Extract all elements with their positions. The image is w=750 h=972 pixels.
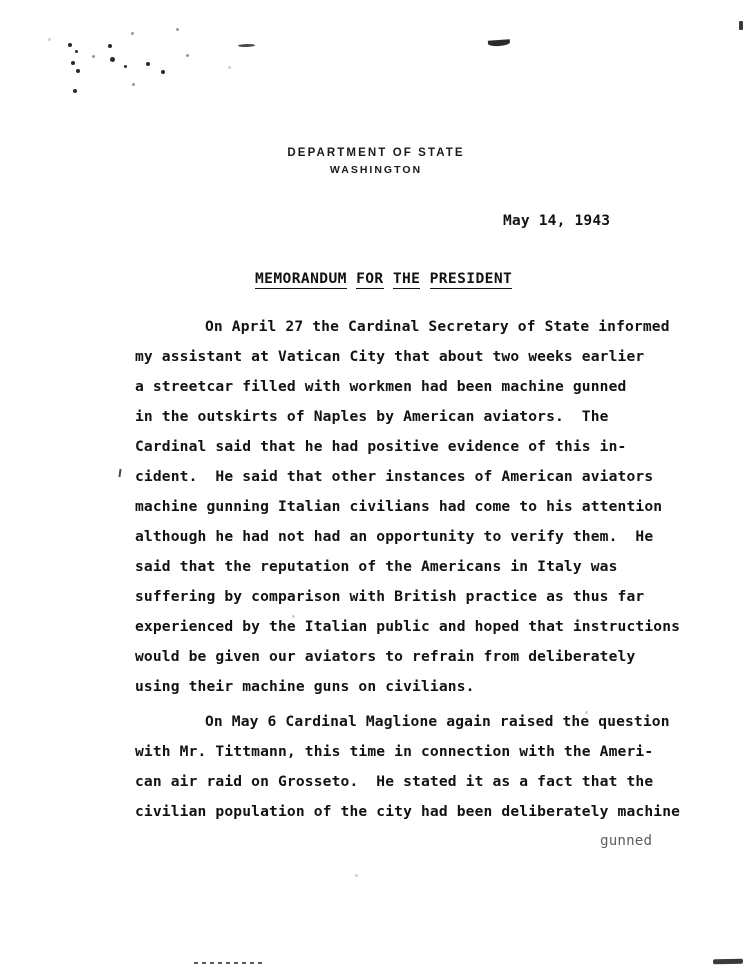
dust-speck [92,55,95,58]
dust-speck [48,38,51,41]
page-title-word: THE [392,270,421,287]
body-line: cident. He said that other instances of American aviators [135,468,654,485]
body-line: civilian population of the city had been deliberately machine [135,803,681,820]
body-line: machine gunning Italian civilians had come to his attention [135,498,663,515]
dust-speck [124,65,127,68]
dust-speck [131,32,134,35]
dust-speck [73,89,77,93]
smudge-mark [713,959,743,965]
smudge-mark [488,39,510,47]
dashed-edge-mark [194,962,264,964]
margin-tick-mark [118,469,121,477]
catchword: gunned [600,833,653,849]
dust-speck [108,44,112,48]
body-line: can air raid on Grosseto. He stated it as a fact that the [135,773,654,790]
body-line: Cardinal said that he had positive evidence of this in- [135,438,627,455]
dust-speck [228,66,231,69]
body-line: said that the reputation of the Americans in Italy was [135,558,618,575]
smudge-mark [739,21,743,30]
body-line: my assistant at Vatican City that about two weeks earlier [135,348,645,365]
body-line: using their machine guns on civilians. [135,678,475,695]
body-line: would be given our aviators to refrain from deliberately [135,648,636,665]
dust-speck [68,43,72,47]
body-line: with Mr. Tittmann, this time in connection with the Ameri- [135,743,654,760]
body-line: experienced by the Italian public and hoped that instructions [135,618,681,635]
dust-speck [186,54,189,57]
body-line: On May 6 Cardinal Maglione again raised the question [205,713,670,730]
body-line: suffering by comparison with British practice as thus far [135,588,645,605]
page-title-word: MEMORANDUM [255,270,347,287]
body-line: in the outskirts of Naples by American aviators. The [135,408,609,425]
letterhead-department: DEPARTMENT OF STATE [287,147,465,159]
dust-speck [76,69,80,73]
body-line: although he had not had an opportunity to verify them. He [135,528,654,545]
page-title [255,270,512,287]
dust-speck [355,874,358,877]
dust-speck [161,70,165,74]
body-line: a streetcar filled with workmen had been machine gunned [135,378,627,395]
dust-speck [75,50,78,53]
body-line: On April 27 the Cardinal Secretary of State informed [205,318,670,335]
page-title-word: FOR [356,270,384,287]
dust-speck [146,62,150,66]
dust-speck [71,61,75,65]
dust-speck [132,83,135,86]
dust-speck [110,57,115,62]
dust-speck [176,28,179,31]
date-line: May 14, 1943 [503,212,611,229]
page-title-word: PRESIDENT [429,270,513,287]
smudge-mark [238,44,255,48]
letterhead-city: WASHINGTON [329,164,423,176]
